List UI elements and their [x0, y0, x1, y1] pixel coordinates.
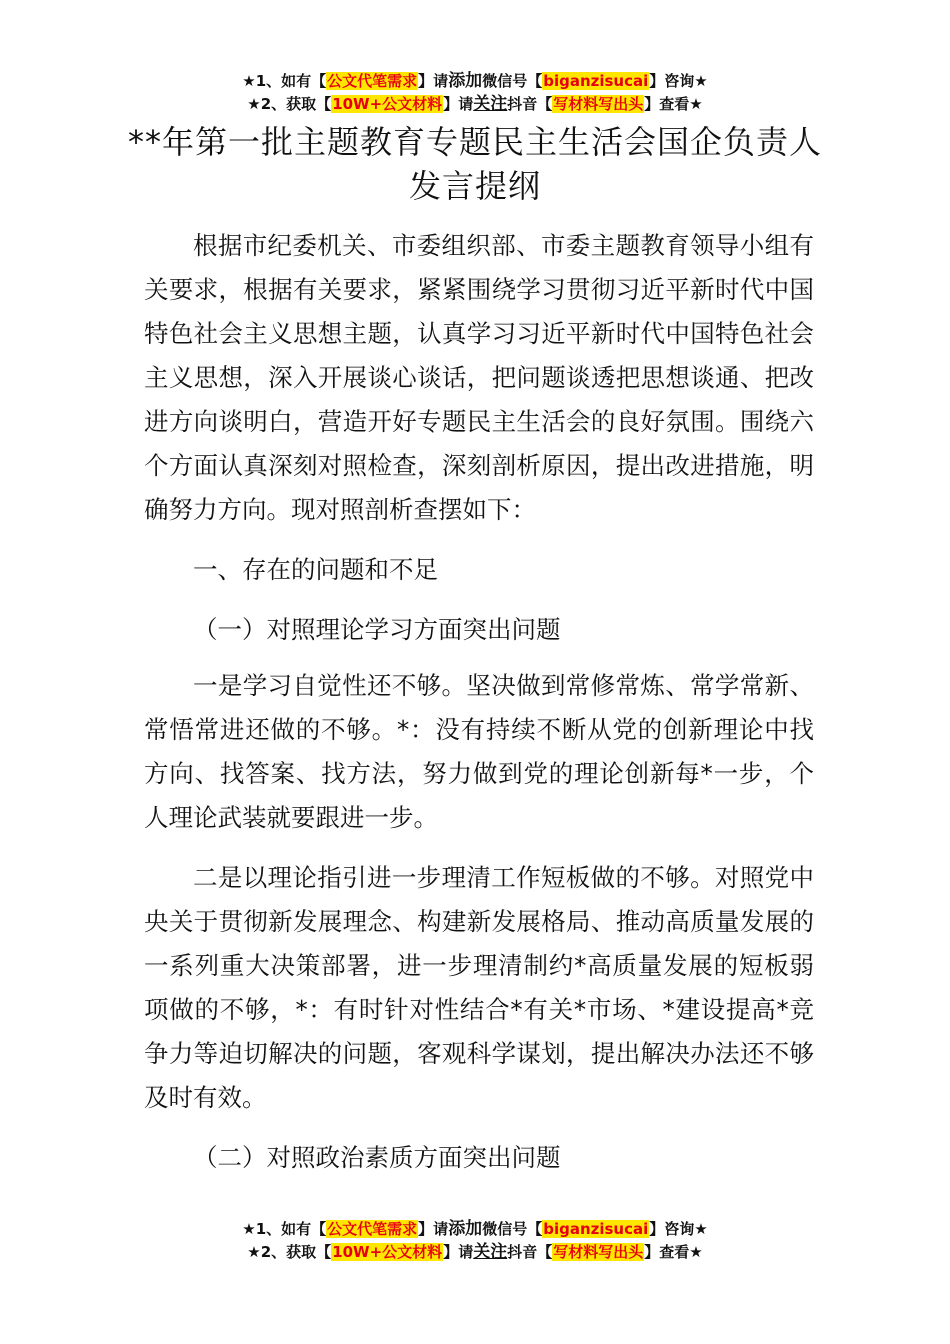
paragraph: 二是以理论指引进一步理清工作短板做的不够。对照党中央关于贯彻新发展理念、构建新发展格局、推动高质量发展的一系列重大决策部署，进一步理清制约*高质量发展的短板弱项做的不够，*：有时针对性结合*有关*市场、*建设提高*竞争力等迫切解决的问题，客观科学谋划，提出解决办法还不够及时有效。 — [144, 863, 814, 1112]
promo-line-1 — [0, 70, 950, 93]
paragraph-intro: 根据市纪委机关、市委组织部、市委主题教育领导小组有关要求，根据有关要求，紧紧围绕学习贯彻习近平新时代中国特色社会主义思想主题，认真学习习近平新时代中国特色社会主义思想，深入开展谈心谈话，把问题谈透把思想谈通、把改进方向谈明白，营造开好专题民主生活会的良好氛围。围绕六个方面认真深刻对照检查，深刻剖析原因，提出改进措施，明确努力方向。现对照剖析查摆如下： — [144, 231, 814, 524]
paragraph: 一是学习自觉性还不够。坚决做到常修常炼、常学常新、常悟常进还做的不够。*：没有持续不断从党的创新理论中找方向、找答案、找方法，努力做到党的理论创新每*一步，个人理论武装就要跟进一步。 — [144, 671, 814, 832]
promo-emphasis: 添加 — [448, 71, 483, 91]
promo-text: 】查看★ — [644, 1243, 703, 1261]
promo-highlight: 10W+公文材料 — [332, 1243, 443, 1261]
document-title: **年第一批主题教育专题民主生活会国企负责人发言提纲 — [127, 123, 822, 205]
promo-text: ★1、如有【 — [242, 72, 327, 90]
subsection-heading: （二）对照政治素质方面突出问题 — [193, 1143, 561, 1172]
promo-banner-top — [0, 70, 950, 116]
promo-text: 】咨询★ — [649, 72, 708, 90]
section-heading: 一、存在的问题和不足 — [193, 555, 438, 584]
promo-line-2 — [0, 93, 950, 116]
promo-text: 抖音【 — [507, 95, 553, 113]
promo-highlight: 10W+公文材料 — [332, 95, 443, 113]
document-body — [144, 224, 814, 1192]
promo-banner-bottom — [0, 1218, 950, 1264]
promo-highlight: 公文代笔需求 — [327, 72, 418, 90]
subsection-heading: （一）对照理论学习方面突出问题 — [193, 615, 561, 644]
promo-text: 】请 — [443, 95, 474, 113]
promo-text: ★2、获取【 — [247, 1243, 332, 1261]
promo-line-1 — [0, 1218, 950, 1241]
promo-highlight: biganzisucai — [543, 1220, 649, 1238]
promo-text: 】请 — [418, 72, 449, 90]
promo-text: 】查看★ — [644, 95, 703, 113]
promo-text: ★1、如有【 — [242, 1220, 327, 1238]
promo-text: ★2、获取【 — [247, 95, 332, 113]
promo-emphasis: 关注 — [473, 1242, 508, 1262]
promo-text: 抖音【 — [507, 1243, 553, 1261]
promo-text: 】请 — [443, 1243, 474, 1261]
promo-text: 微信号【 — [482, 1220, 543, 1238]
promo-highlight: 写材料写出头 — [553, 1243, 644, 1261]
promo-text: 微信号【 — [482, 72, 543, 90]
promo-text: 】请 — [418, 1220, 449, 1238]
promo-emphasis: 添加 — [448, 1219, 483, 1239]
promo-emphasis: 关注 — [473, 94, 508, 114]
promo-highlight: 公文代笔需求 — [327, 1220, 418, 1238]
promo-highlight: 写材料写出头 — [553, 95, 644, 113]
promo-highlight: biganzisucai — [543, 72, 649, 90]
promo-text: 】咨询★ — [649, 1220, 708, 1238]
promo-line-2 — [0, 1241, 950, 1264]
